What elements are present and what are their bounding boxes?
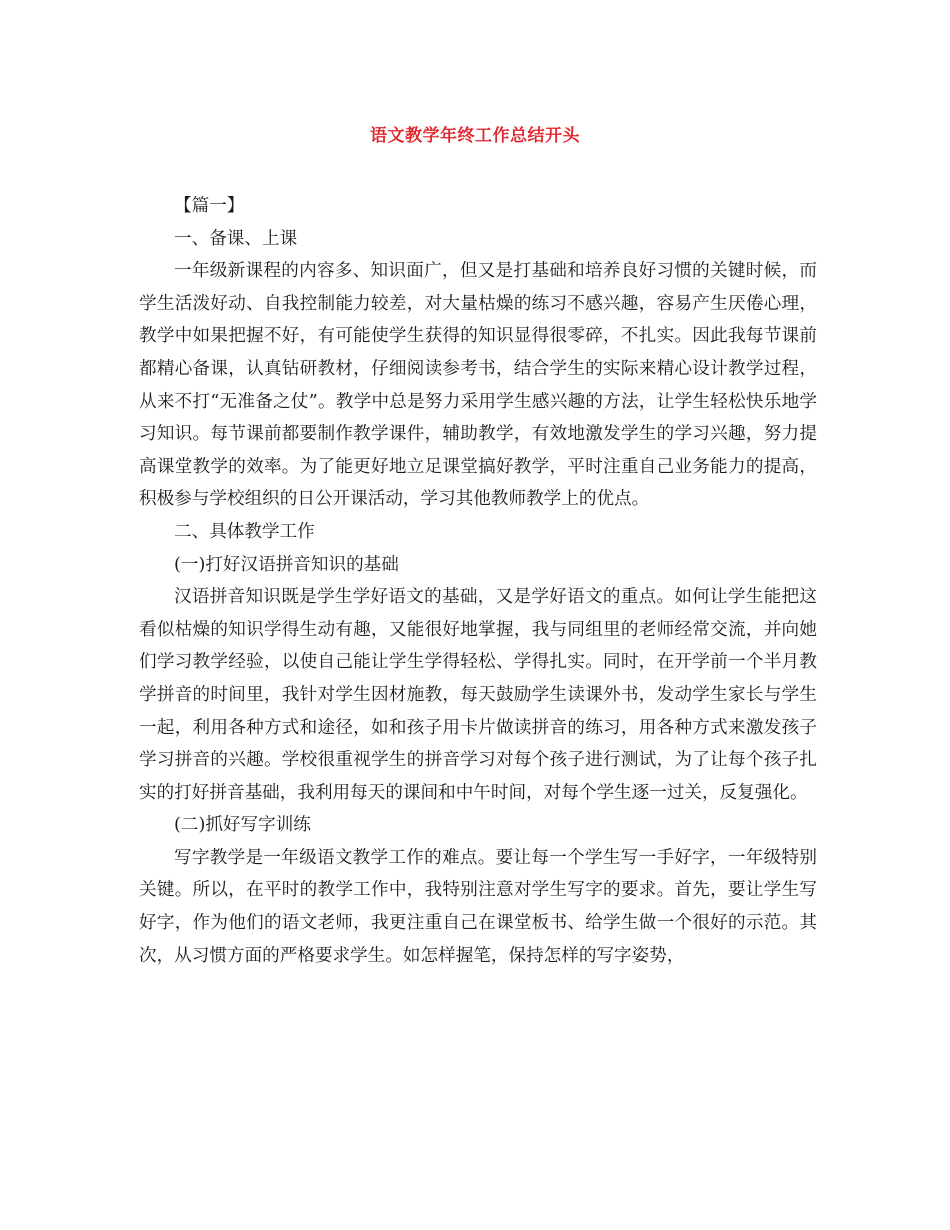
subsection-heading: (二)抓好写字训练 xyxy=(174,815,311,836)
body-paragraph: 一年级新课程的内容多、知识面广，但又是打基础和培养良好习惯的关键时候，而学生活泼好动、自我控制能力较差，对大量枯燥的练习不感兴趣，容易产生厌倦心理，教学中如果把握不好，有可能使学生获得的知识显得很零碎，不扎实。因此我每节课前都精心备课，认真钻研教材，仔细阅读参考书，结合学生的实际来精心设计教学过程，从来不打“无准备之仗”。教学中总是努力采用学生感兴趣的方法，让学生轻松快乐地学习知识。每节课前都要制作教学课件，辅助教学，有效地激发学生的学习兴趣，努力提高课堂教学的效率。为了能更好地立足课堂搞好教学，平时注重自己业务能力的提高，积极参与学校组织的日公开课活动，学习其他教师教学上的优点。 xyxy=(139,261,817,510)
document-title: 语文教学年终工作总结开头 xyxy=(370,126,580,146)
subsection-heading: (一)打好汉语拼音知识的基础 xyxy=(174,554,399,575)
section-heading: 【篇一】 xyxy=(174,196,245,216)
section-heading: 一、备课、上课 xyxy=(174,228,298,249)
body-paragraph: 汉语拼音知识既是学生学好语文的基础，又是学好语文的重点。如何让学生能把这看似枯燥的知识学得生动有趣，又能很好地掌握，我与同组里的老师经常交流，并向她们学习教学经验，以使自己能让学生学得轻松、学得扎实。同时，在开学前一个半月教学拼音的时间里，我针对学生因材施教，每天鼓励学生读课外书，发动学生家长与学生一起，利用各种方式和途径，如和孩子用卡片做读拼音的练习，用各种方式来激发孩子学习拼音的兴趣。学校很重视学生的拼音学习对每个孩子进行测试，为了让每个孩子扎实的打好拼音基础，我利用每天的课间和中午时间，对每个学生逐一过关，反复强化。 xyxy=(139,587,817,803)
body-paragraph: 写字教学是一年级语文教学工作的难点。要让每一个学生写一手好字，一年级特别关键。所以，在平时的教学工作中，我特别注意对学生写字的要求。首先，要让学生写好字，作为他们的语文老师，我更注重自己在课堂板书、给学生做一个很好的示范。其次，从习惯方面的严格要求学生。如怎样握笔，保持怎样的写字姿势， xyxy=(139,847,817,966)
section-heading: 二、具体教学工作 xyxy=(174,521,315,542)
document-body xyxy=(139,190,817,972)
